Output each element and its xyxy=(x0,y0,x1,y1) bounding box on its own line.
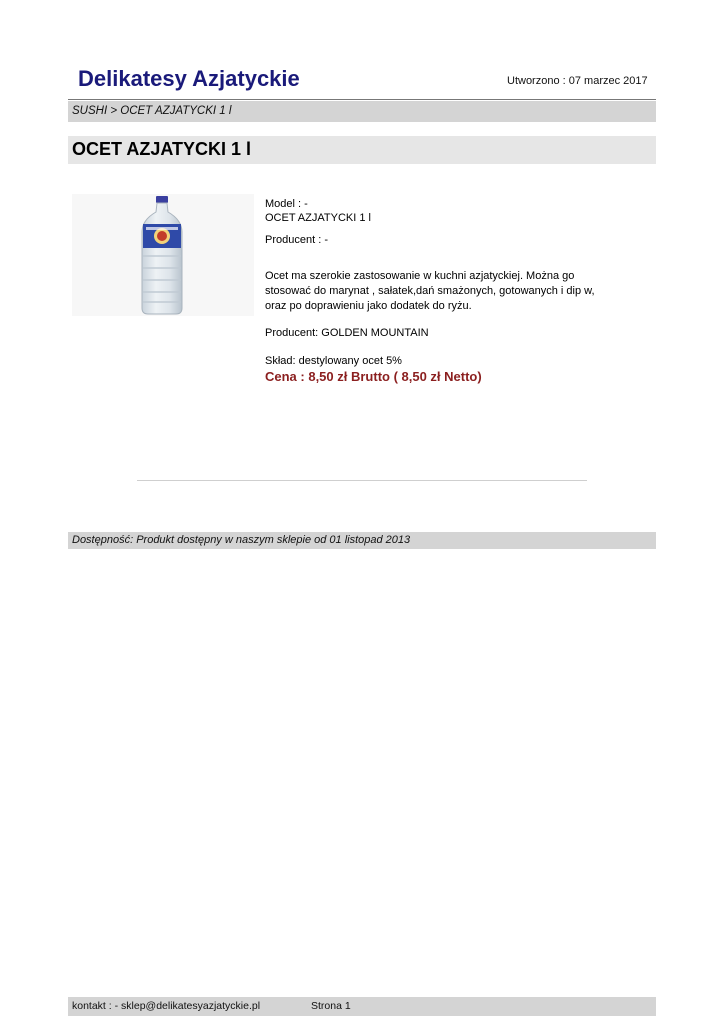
producer-detail-line xyxy=(265,326,625,341)
site-title: Delikatesy Azjatyckie xyxy=(78,66,300,91)
availability-bar xyxy=(68,532,656,549)
product-title: OCET AZJATYCKI 1 l xyxy=(72,139,252,159)
description-text-2b: w, xyxy=(581,285,595,297)
breadcrumb[interactable]: SUSHI > OCET AZJATYCKI 1 l xyxy=(72,105,232,117)
producer-detail: Producent: GOLDEN MOUNTAIN xyxy=(265,327,429,339)
header-divider xyxy=(68,99,656,100)
producer-label: Producent : - xyxy=(265,234,328,246)
product-details xyxy=(265,197,625,384)
description-line-2 xyxy=(265,284,625,299)
footer xyxy=(68,997,656,1016)
product-title-bar xyxy=(68,136,656,164)
model-label: Model : - xyxy=(265,198,308,210)
bottle-image xyxy=(72,194,254,316)
page-number: Strona 1 xyxy=(311,1000,351,1012)
footer-contact: kontakt : - sklep@delikatesyazjatyckie.pl xyxy=(72,1000,261,1012)
description-line-3: oraz po doprawieniu jako dodatek do ryżu. xyxy=(265,300,472,312)
price: Cena : 8,50 zł Brutto ( 8,50 zł Netto) xyxy=(265,369,482,384)
product-image xyxy=(72,194,254,316)
description-text-2a: stosować do marynat , sałatek,dań smażonych, gotowanych i dip xyxy=(265,285,582,297)
model-name: OCET AZJATYCKI 1 l xyxy=(265,212,371,224)
breadcrumb-bar xyxy=(68,101,656,122)
availability-text: Dostępność: Produkt dostępny w naszym sklepie od 01 listopad 2013 xyxy=(72,534,411,546)
content-divider xyxy=(137,480,587,481)
description-line-1 xyxy=(265,269,625,284)
description-text-1: Ocet ma szerokie zastosowanie w kuchni azjatyckiej. Można go xyxy=(265,270,575,282)
ingredients: Skład: destylowany ocet 5% xyxy=(265,355,402,367)
created-date: Utworzono : 07 marzec 2017 xyxy=(507,75,648,87)
ingredients-line xyxy=(265,354,625,369)
